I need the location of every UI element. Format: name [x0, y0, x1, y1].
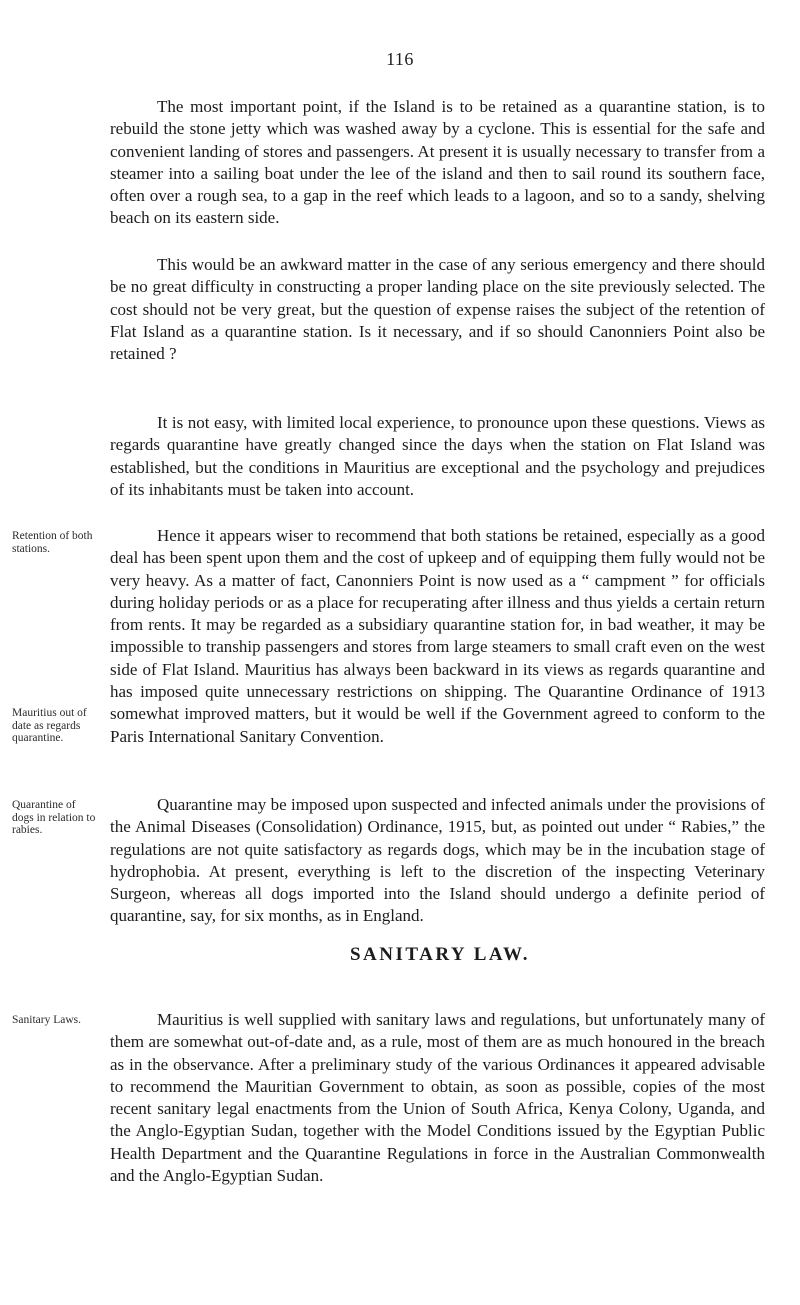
side-note-sanitary-laws: Sanitary Laws. [12, 1014, 81, 1026]
page-number: 116 [386, 49, 414, 69]
side-note-mauritius-out-of-date: Mauritius out of date as regards quarantine. [12, 707, 87, 744]
paragraph-animal-quarantine: Quarantine may be imposed upon suspected and infected animals under the provisions of the Animal Diseases (Consolidation) Ordinance, 1915, but, as pointed out under “ Rabies,” the regulations are not quite satisfactory as regards dogs, which may be in the incubation stage of hydrophobia. At present, everything is left to the discretion of the inspecting Veterinary Surgeon, whereas all dogs imported into the Island should undergo a definite period of quarantine, say, for six months, as in England. [110, 795, 765, 926]
section-heading: SANITARY LAW. [349, 944, 530, 965]
side-note-retention: Retention of both stations. [12, 530, 93, 555]
side-note-quarantine-dogs: Quarantine of dogs in relation to rabies. [12, 799, 96, 836]
paragraph-sanitary-laws: Mauritius is well supplied with sanitary laws and regulations, but unfortunately many of them are somewhat out-of-date and, as a rule, most of them are as much honoured in the breach as in the observance. After a preliminary study of the various Ordinances it appeared advisable to recommend the Mauritian Government to obtain, as soon as possible, copies of the most recent sanitary legal enactments from the Union of South Africa, Kenya Colony, Uganda, and the Anglo-Egyptian Sudan, together with the Model Conditions issued by the Egyptian Public Health Department and the Quarantine Regulations in force in the Australian Commonwealth and the Anglo-Egyptian Sudan. [110, 1010, 765, 1186]
paragraph-landing-place: This would be an awkward matter in the case of any serious emergency and there should be no great difficulty in constructing a proper landing place on the site previously selected. The cost should not be very great, but the question of expense raises the subject of the retention of Flat Island as a quarantine station. Is it necessary, and if so should Canonniers Point also be retained ? [110, 255, 765, 364]
paragraph-both-stations: Hence it appears wiser to recommend that both stations be retained, especially as a good deal has been spent upon them and the cost of upkeep and of equipping them fully would not be very heavy. As a matter of fact, Canonniers Point is now used as a “ campment ” for officials during holiday periods or as a place for recuperating after illness and thus yields a certain return from rents. It may be regarded as a subsidiary quarantine station for, in bad weather, it may be impossible to tranship passengers and stores from large steamers to small craft even on the west side of Flat Island. Mauritius has always been backward in its views as regards quarantine and has imposed quite unnecessary restrictions on shipping. The Quarantine Ordinance of 1913 somewhat improved matters, but it would be well if the Government agreed to conform to the Paris International Sanitary Convention. [110, 526, 765, 746]
paragraph-local-experience: It is not easy, with limited local experience, to pronounce upon these questions. Views as regards quarantine have greatly changed since the days when the station on Flat Island was established, but the conditions in Mauritius are exceptional and the psychology and prejudices of its inhabitants must be taken into account. [110, 413, 765, 499]
paragraph-jetty: The most important point, if the Island is to be retained as a quarantine station, is to rebuild the stone jetty which was washed away by a cyclone. This is essential for the safe and convenient landing of stores and passengers. At present it is usually necessary to transfer from a steamer into a sailing boat under the lee of the island and then to sail round its southern face, often over a rough sea, to a gap in the reef which leads to a lagoon, and so to a sandy, shelving beach on its eastern side. [110, 97, 765, 228]
